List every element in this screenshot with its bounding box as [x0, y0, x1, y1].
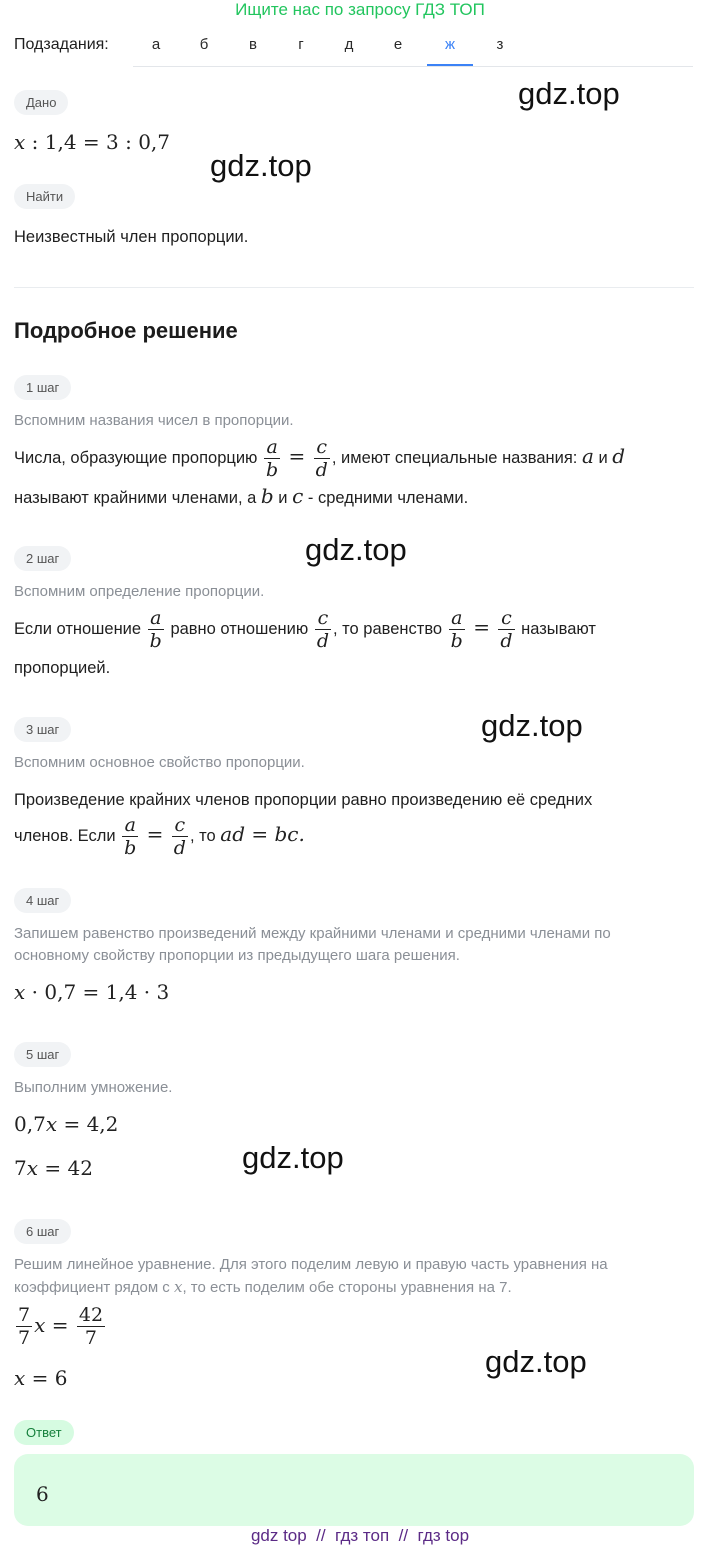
- step-text: членов. Если $\frac{a}{b}$ = $\frac{c}{d}$ , то ad = bc.: [14, 814, 305, 860]
- subtasks-tabs: [133, 36, 693, 67]
- tab-zh-active[interactable]: ж: [427, 36, 473, 66]
- step-text: Если отношение $\frac{a}{b}$ равно отношению $\frac{c}{d}$ , то равенство $\frac{a}{b}$ = $\frac{c}{d}$ называют: [14, 607, 596, 653]
- step-text: Числа, образующие пропорцию $\frac{a}{b}$ = $\frac{c}{d}$ , имеют специальные названия: a и d: [14, 436, 626, 482]
- step-equation: $\frac{7}{7}$ x = $\frac{42}{7}$: [18, 1304, 104, 1349]
- step-hint: Вспомним основное свойство пропорции.: [14, 754, 305, 771]
- step-pill: 4 шаг: [14, 888, 71, 913]
- fraction-c-d: $\frac{c}{d}$: [315, 436, 328, 482]
- step-pill: 1 шаг: [14, 375, 71, 400]
- watermark: gdz.top: [485, 1344, 587, 1379]
- step-hint: Выполним умножение.: [14, 1079, 173, 1096]
- tab-z[interactable]: з: [496, 36, 504, 53]
- promo-banner[interactable]: Ищите нас по запросу ГДЗ ТОП: [235, 0, 485, 19]
- step-pill: 2 шаг: [14, 546, 71, 571]
- step-hint: Решим линейное уравнение. Для этого поделим левую и правую часть уравнения на: [14, 1256, 608, 1273]
- step-text: называют крайними членами, а b и c - средними членами.: [14, 484, 469, 508]
- fraction-a-b: $\frac{a}{b}$: [266, 436, 279, 482]
- step-hint: Вспомним названия чисел в пропорции.: [14, 412, 294, 429]
- tab-b[interactable]: б: [199, 36, 209, 53]
- step-text: пропорцией.: [14, 659, 111, 677]
- step-pill: 3 шаг: [14, 717, 71, 742]
- step-hint: Запишем равенство произведений между крайними членами и средними членами по: [14, 925, 611, 942]
- step-equation: 7x = 42: [14, 1156, 93, 1180]
- tab-a[interactable]: а: [151, 36, 161, 53]
- step-equation: x · 0,7 = 1,4 · 3: [14, 980, 170, 1004]
- step-hint: основному свойству пропорции из предыдущего шага решения.: [14, 947, 460, 964]
- find-pill: Найти: [14, 184, 75, 209]
- tab-e[interactable]: е: [393, 36, 403, 53]
- watermark: gdz.top: [481, 708, 583, 743]
- answer-pill: Ответ: [14, 1420, 74, 1445]
- tab-v[interactable]: в: [249, 36, 257, 53]
- watermark: gdz.top: [242, 1140, 344, 1175]
- step-pill: 6 шаг: [14, 1219, 71, 1244]
- watermark: gdz.top: [518, 76, 620, 111]
- tab-g[interactable]: г: [298, 36, 304, 53]
- watermark: gdz.top: [305, 532, 407, 567]
- tab-d[interactable]: д: [344, 36, 354, 53]
- step-hint: коэффициент рядом с x, то есть поделим обе стороны уравнения на 7.: [14, 1278, 512, 1296]
- step-equation: x = 6: [14, 1366, 68, 1390]
- answer-box: [14, 1454, 694, 1526]
- given-equation: x : 1,4 = 3 : 0,7: [14, 130, 170, 154]
- answer-value: 6: [36, 1482, 49, 1506]
- find-text: Неизвестный член пропорции.: [14, 228, 249, 246]
- step-pill: 5 шаг: [14, 1042, 71, 1067]
- given-pill: Дано: [14, 90, 68, 115]
- step-hint: Вспомним определение пропорции.: [14, 583, 265, 600]
- footer-links[interactable]: gdz top // гдз топ // гдз top: [250, 1526, 470, 1545]
- watermark: gdz.top: [210, 148, 312, 183]
- subtasks-label: Подзадания:: [14, 36, 109, 53]
- step-equation: 0,7x = 4,2: [14, 1112, 119, 1136]
- divider: [14, 287, 694, 288]
- solution-title: Подробное решение: [14, 318, 238, 343]
- step-text: Произведение крайних членов пропорции равно произведению её средних: [14, 791, 593, 809]
